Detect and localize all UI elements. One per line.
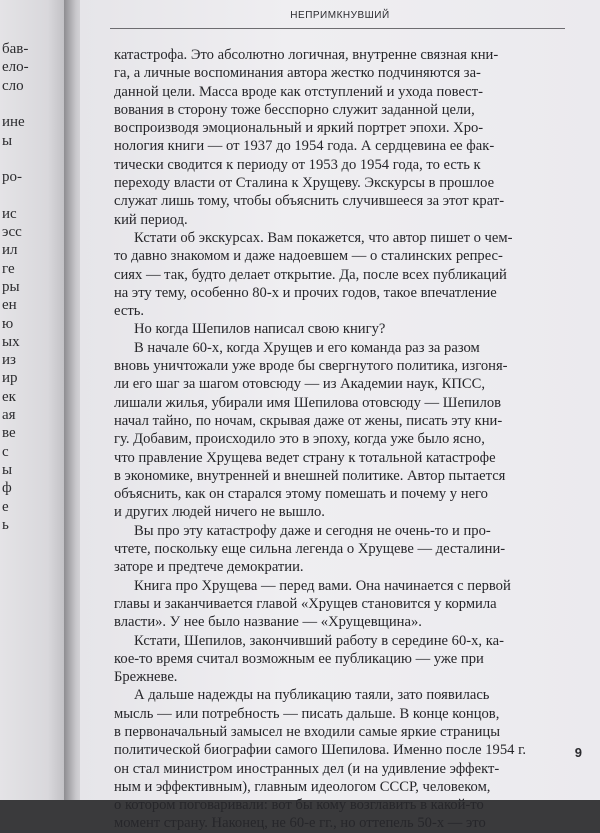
- text-line: Вы про эту катастрофу даже и сегодня не очень-то и про-: [134, 522, 491, 539]
- text-line: начал тайно, по ночам, скрывая даже от жены, писать эту кни-: [114, 412, 503, 429]
- text-line: катастрофа. Это абсолютно логичная, внутренне связная кни-: [114, 47, 499, 63]
- left-page-fragment: сло: [2, 77, 24, 94]
- text-line: Кстати, Шепилов, закончивший работу в середине 60-х, ка-: [134, 632, 504, 649]
- left-page-fragment: ы: [2, 461, 13, 478]
- text-line: сиях — так, будто делает открытие. Да, после всех публикаций: [114, 266, 507, 283]
- text-line: вования в сторону тоже бесспорно служит заданной цели,: [114, 101, 475, 118]
- left-page-fragment: е: [2, 498, 9, 515]
- left-page-fragment: ир: [2, 370, 18, 387]
- text-line: кое-то время считал возможным ее публикацию — уже при: [114, 650, 484, 667]
- text-line: служат лишь тому, чтобы объяснить случившееся за этот крат-: [114, 193, 505, 210]
- text-line: он стал министром иностранных дел (и на удивление эффект-: [114, 760, 500, 777]
- left-page-fragment: ис: [2, 205, 17, 222]
- text-line: есть.: [114, 303, 144, 320]
- left-page-fragment: ге: [2, 260, 15, 277]
- left-page-fragment: из: [2, 352, 16, 369]
- text-line: гу. Добавим, происходило это в эпоху, когда уже было ясно,: [114, 431, 485, 448]
- text-line: заторе и предтече демократии.: [114, 559, 304, 576]
- text-line: и других людей ничего не вышло.: [114, 504, 325, 521]
- text-line: мысль — или потребность — писать дальше. В конце концов,: [114, 705, 500, 722]
- left-page-fragment: эсс: [2, 224, 22, 240]
- header-rule: [110, 28, 565, 29]
- text-line: то давно знакомом и даже надоевшем — о сталинских репрес-: [114, 248, 503, 265]
- text-line: чтете, поскольку еще сильна легенда о Хрущеве — десталини-: [114, 541, 506, 558]
- left-page-fragment: ь: [2, 516, 9, 533]
- left-page-fragment: ело-: [2, 59, 29, 76]
- text-line: В начале 60-х, когда Хрущев и его команда раз за разом: [134, 339, 480, 356]
- text-line: Но когда Шепилов написал свою книгу?: [134, 321, 386, 338]
- left-page-fragment: с: [2, 443, 9, 460]
- text-line: воспроизводя эмоциональный и яркий портрет эпохи. Хро-: [114, 120, 484, 137]
- book-page: [80, 0, 600, 832]
- text-line: А дальше надежды на публикацию таяли, зато появилась: [134, 687, 490, 704]
- left-page-edge: [0, 0, 68, 800]
- left-page-fragment: ф: [2, 480, 12, 497]
- text-line: ным и эффективным), главным идеологом СССР, человеком,: [114, 778, 491, 795]
- text-line: главы и заканчивается главой «Хрущев становится у кормила: [114, 595, 497, 612]
- left-page-fragment: ых: [2, 333, 20, 350]
- left-page-fragment: ры: [2, 278, 20, 295]
- text-line: нология книги — от 1937 до 1954 года. А сердцевина ее фак-: [114, 138, 495, 155]
- left-page-fragment: ве: [2, 425, 16, 442]
- left-page-fragment: ро-: [2, 169, 22, 186]
- text-line: тически сводится к периоду от 1953 до 1954 года, то есть к: [114, 156, 481, 173]
- text-line: Кстати об экскурсах. Вам покажется, что автор пишет о чем-: [134, 229, 513, 246]
- text-line: га, а личные воспоминания автора жестко подчиняются за-: [114, 65, 481, 82]
- running-header: НЕПРИМКНУВШИЙ: [290, 10, 390, 21]
- text-line: переходу власти от Сталина к Хрущеву. Экскурсы в прошлое: [114, 175, 495, 192]
- page-body-text: [114, 46, 564, 833]
- left-page-fragment: ю: [2, 315, 14, 332]
- left-page-fragment: ен: [2, 297, 17, 314]
- text-line: Книга про Хрущева — перед вами. Она начинается с первой: [134, 577, 511, 594]
- left-page-fragment: бав-: [2, 41, 29, 57]
- text-line: в экономике, внутренней и внешней политике. Автор пытается: [114, 467, 506, 484]
- left-page-fragment: ая: [2, 407, 16, 423]
- text-line: ли его шаг за шагом отовсюду — из Академии наук, КПСС,: [114, 376, 486, 393]
- text-line: власти». У нее было название — «Хрущевщина».: [114, 614, 422, 631]
- text-line: на эту тему, особенно 80-х и прочих годов, такое впечатление: [114, 284, 497, 301]
- text-line: момент страну. Наконец, не 60-е гг., но оттепель 50-х — это: [114, 815, 486, 832]
- text-line: в первоначальный замысел не входили самые яркие страницы: [114, 723, 501, 740]
- text-line: вновь уничтожали уже вроде бы свергнутого политика, изгоня-: [114, 358, 508, 375]
- text-line: кий период.: [114, 211, 188, 228]
- left-page-fragment: ы: [2, 132, 13, 149]
- text-line: объяснить, как он старался этому помешать и почему у него: [114, 486, 488, 503]
- text-line: политической биографии самого Шепилова. Именно после 1954 г.: [114, 742, 527, 759]
- text-line: о котором поговаривали: вот бы кому возглавить в какой-то: [114, 797, 484, 814]
- text-line: данной цели. Масса вроде как отступлений и ухода повест-: [114, 83, 484, 100]
- left-page-fragment: ине: [2, 114, 25, 131]
- left-page-fragment: ил: [2, 242, 18, 259]
- left-page-fragment: ек: [2, 388, 16, 405]
- text-line: что правление Хрущева ведет страну к тотальной катастрофе: [114, 449, 496, 466]
- text-line: лишали жилья, убирали имя Шепилова отовсюду — Шепилов: [114, 394, 502, 411]
- text-line: Брежневе.: [114, 669, 178, 686]
- page-number: 9: [574, 745, 582, 760]
